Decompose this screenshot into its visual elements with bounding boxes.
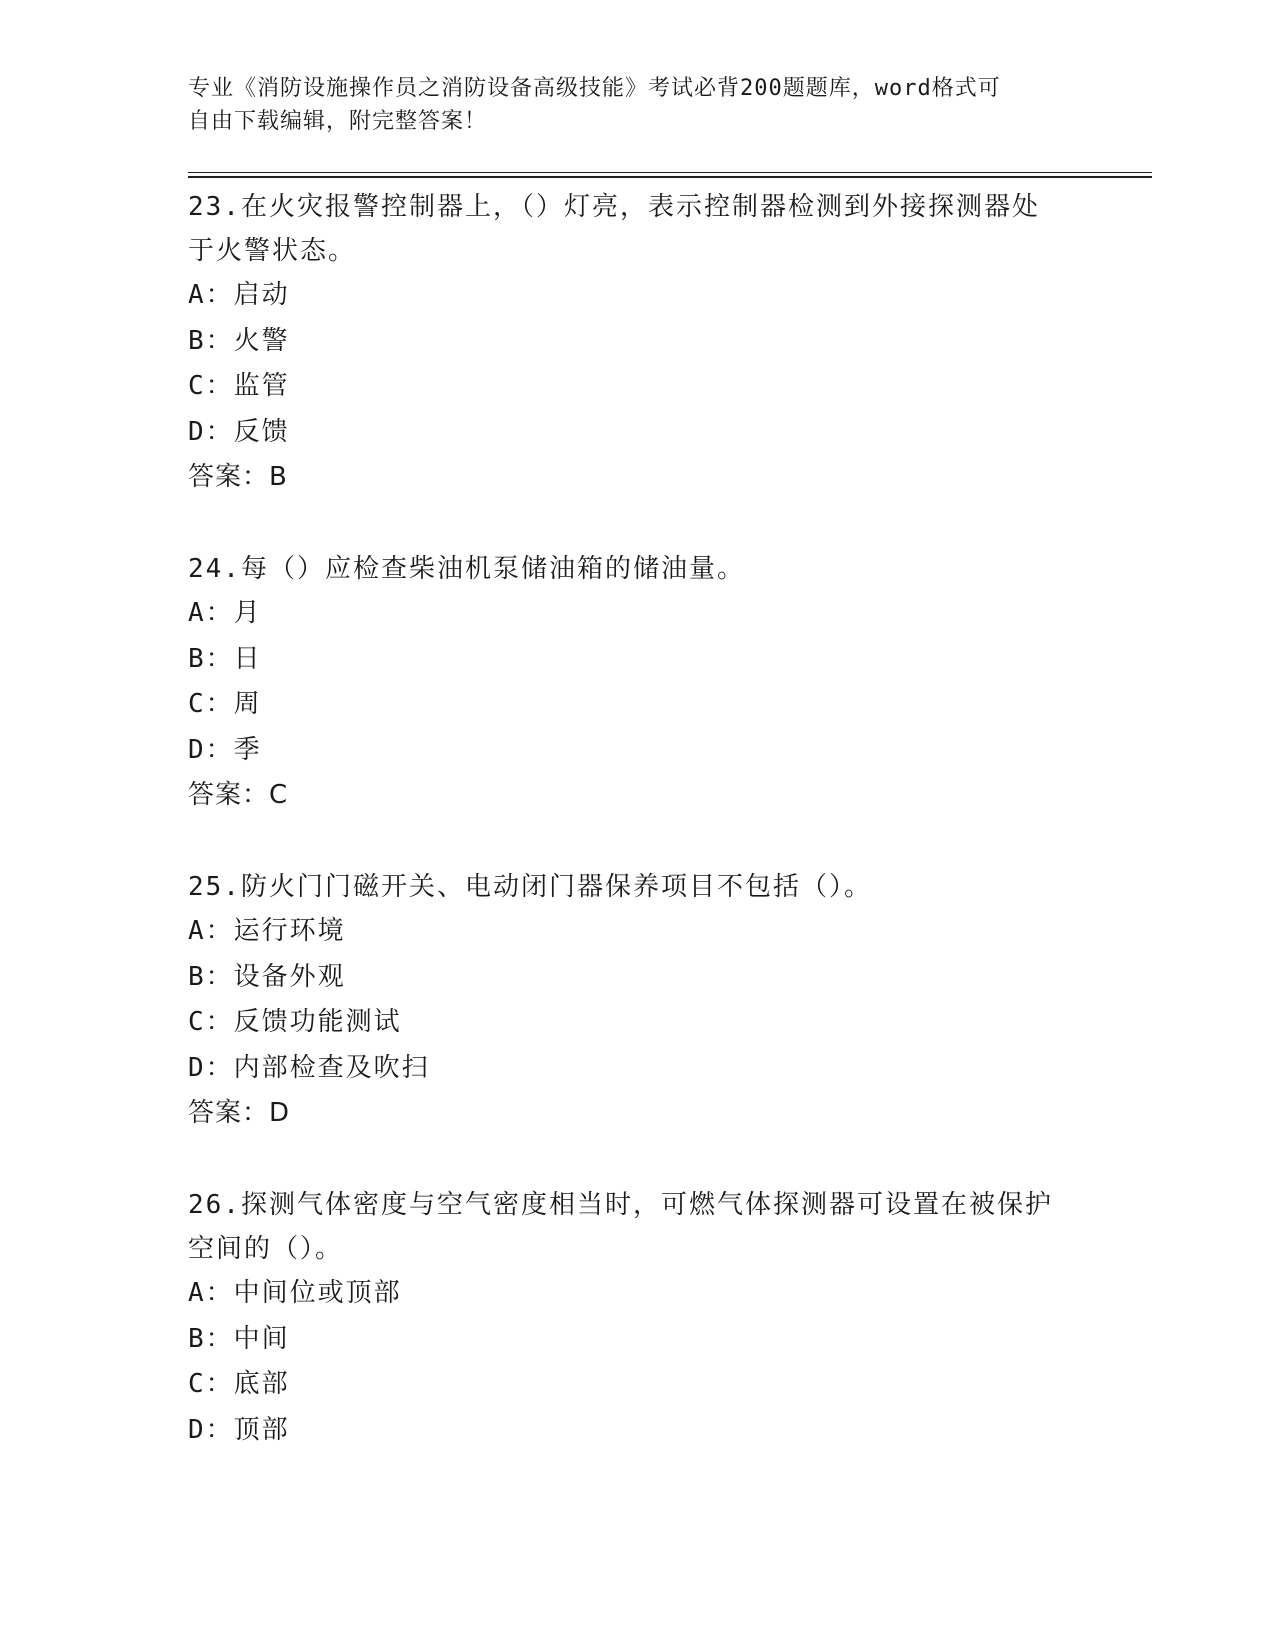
question-text: 25.防火门门磁开关、电动闭门器保养项目不包括（）。 bbox=[188, 872, 872, 902]
option-c: C：底部 bbox=[188, 1369, 290, 1399]
option-a: A：月 bbox=[188, 598, 262, 628]
option-b: B：火警 bbox=[188, 325, 290, 356]
option-b: B：设备外观 bbox=[188, 961, 346, 992]
header-divider-thin bbox=[188, 172, 1152, 173]
question-23 bbox=[188, 185, 1068, 500]
option-b: B：日 bbox=[188, 643, 262, 674]
option-d: D：反馈 bbox=[188, 416, 290, 447]
header-line: 专业《消防设施操作员之消防设备高级技能》考试必背200题题库，word格式可 bbox=[188, 76, 1001, 101]
answer: 答案：B bbox=[188, 462, 288, 492]
question-list bbox=[188, 185, 1068, 1453]
question-text: 26.探测气体密度与空气密度相当时，可燃气体探测器可设置在被保护 空间的（）。 bbox=[188, 1190, 1053, 1264]
question-text: 23.在火灾报警控制器上，（）灯亮，表示控制器检测到外接探测器处 于火警状态。 bbox=[188, 192, 1040, 266]
option-b: B：中间 bbox=[188, 1323, 290, 1354]
document-header bbox=[188, 72, 1068, 138]
option-a: A：中间位或顶部 bbox=[188, 1278, 402, 1308]
header-line: 自由下载编辑，附完整答案！ bbox=[188, 109, 488, 134]
option-d: D：内部检查及吹扫 bbox=[188, 1052, 430, 1083]
option-d: D：季 bbox=[188, 734, 262, 765]
question-text: 24.每（）应检查柴油机泵储油箱的储油量。 bbox=[188, 554, 745, 584]
option-a: A：启动 bbox=[188, 280, 290, 310]
answer: 答案：C bbox=[188, 780, 289, 810]
option-a: A：运行环境 bbox=[188, 916, 346, 946]
answer: 答案：D bbox=[188, 1098, 291, 1128]
option-c: C：监管 bbox=[188, 371, 290, 401]
option-c: C：周 bbox=[188, 689, 262, 719]
question-25 bbox=[188, 865, 1068, 1136]
question-24 bbox=[188, 547, 1068, 818]
header-divider-thick bbox=[188, 176, 1152, 178]
question-26 bbox=[188, 1183, 1068, 1453]
option-c: C：反馈功能测试 bbox=[188, 1007, 402, 1037]
option-d: D：顶部 bbox=[188, 1414, 290, 1445]
